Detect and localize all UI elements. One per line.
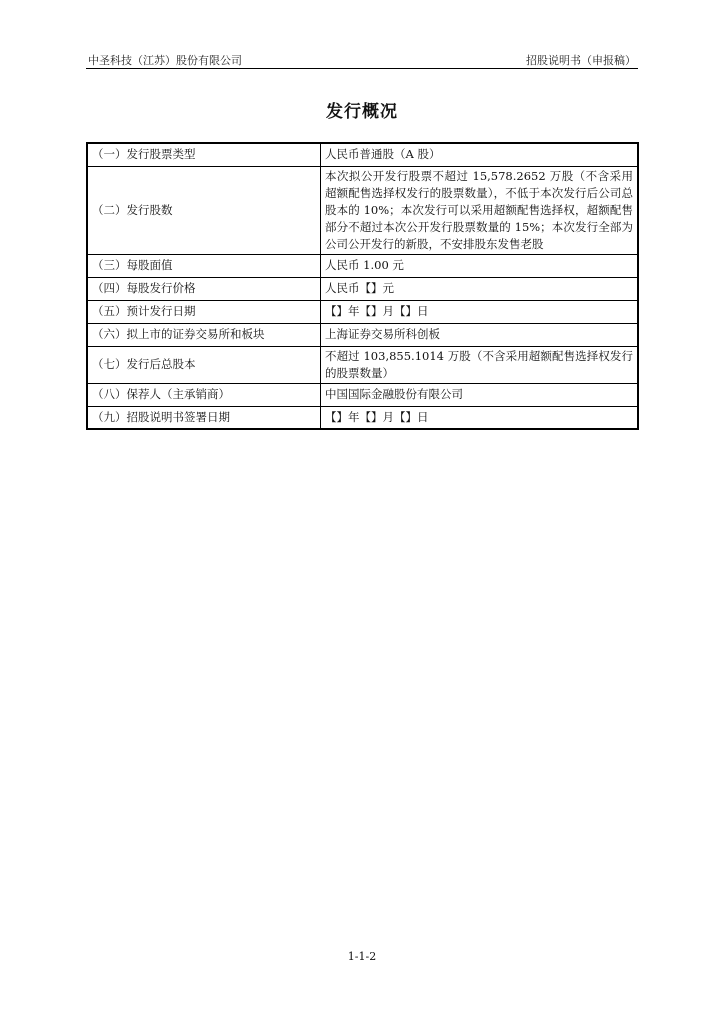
row-label: （八）保荐人（主承销商） [87, 383, 321, 406]
row-value: 中国国际金融股份有限公司 [321, 383, 639, 406]
row-label: （四）每股发行价格 [87, 277, 321, 300]
row-label: （六）拟上市的证券交易所和板块 [87, 323, 321, 346]
page-title: 发行概况 [326, 102, 398, 122]
header-document-name: 招股说明书（申报稿） [526, 54, 636, 67]
row-label: （九）招股说明书签署日期 [87, 406, 321, 429]
table-row [87, 323, 638, 346]
row-value: 本次拟公开发行股票不超过 15,578.2652 万股（不含采用超额配售选择权发行的股票数量），不低于本次发行后公司总股本的 10%；本次发行可以采用超额配售选择权，超额配售部分不超过本次公开发行股票数量的 15%；本次发行全部为公司公开发行的新股，不安排股东发售老股 [321, 166, 639, 254]
table-row [87, 277, 638, 300]
table-row [87, 346, 638, 383]
row-label: （二）发行股数 [87, 166, 321, 254]
row-label: （五）预计发行日期 [87, 300, 321, 323]
table-row [87, 254, 638, 277]
row-value: 【】年【】月【】日 [321, 406, 639, 429]
row-value: 人民币 1.00 元 [321, 254, 639, 277]
row-value: 人民币【】元 [321, 277, 639, 300]
row-label: （七）发行后总股本 [87, 346, 321, 383]
table-row [87, 406, 638, 429]
row-value: 不超过 103,855.1014 万股（不含采用超额配售选择权发行的股票数量） [321, 346, 639, 383]
header-company-name: 中圣科技（江苏）股份有限公司 [88, 54, 242, 67]
header-rule [86, 68, 638, 69]
row-label: （三）每股面值 [87, 254, 321, 277]
row-value: 上海证券交易所科创板 [321, 323, 639, 346]
row-label: （一）发行股票类型 [87, 143, 321, 166]
table-row [87, 166, 638, 254]
table-row [87, 383, 638, 406]
page-number: 1-1-2 [347, 950, 377, 963]
table-row [87, 300, 638, 323]
offering-summary-table [86, 142, 639, 430]
row-value: 人民币普通股（A 股） [321, 143, 639, 166]
row-value: 【】年【】月【】日 [321, 300, 639, 323]
table-row [87, 143, 638, 166]
